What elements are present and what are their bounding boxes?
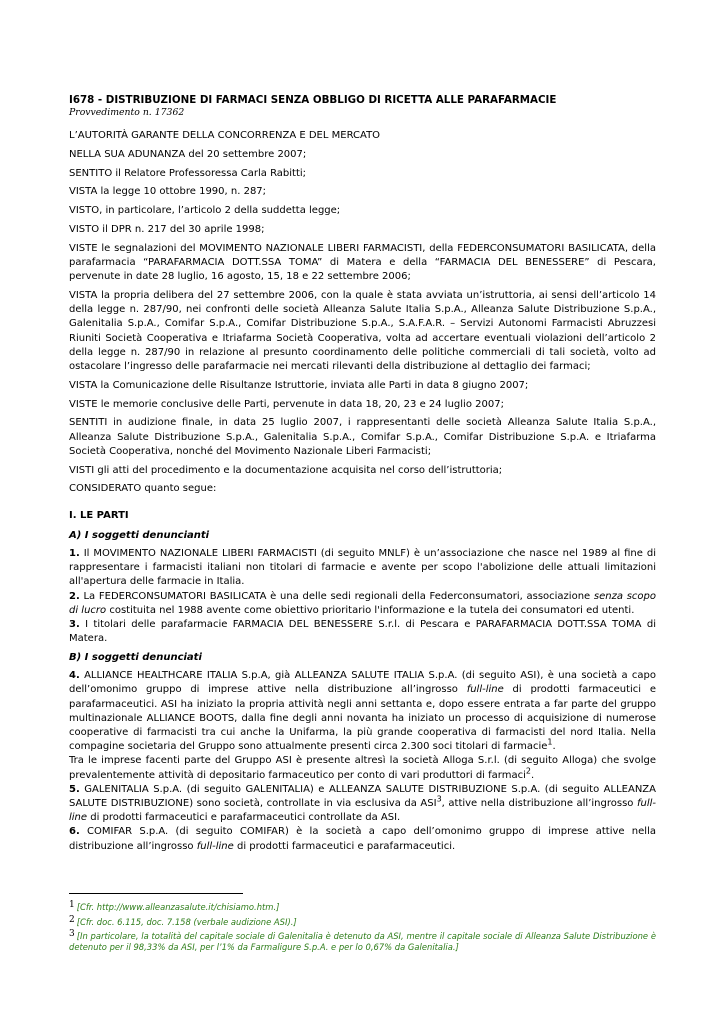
footnote-ref[interactable]: 3 xyxy=(436,794,442,804)
paragraph-text: La FEDERCONSUMATORI BASILICATA è una delle sedi regionali della Federconsumatori, associazione xyxy=(83,590,591,602)
italic-text: senza scopo di lucro xyxy=(69,590,656,616)
paragraph-number: 4. xyxy=(69,670,80,682)
document-page xyxy=(69,94,656,854)
paragraph-text: di prodotti farmaceutici e parafarmaceutici. ASI ha iniziato la propria attività negli anni settanta e, dopo essere entrata a far parte del gruppo multinazionale ALLIANCE BOOTS, dalla fine degli anni novanta ha iniziato un processo di acquisizione di numerose cooperative di farmacisti tra cui anche la Unifarma, la più grande cooperativa di farmacisti del nord Italia. Nella compagine societaria del Gruppo sono attualmente presenti circa 2.300 soci titolari di farmacie xyxy=(69,684,656,753)
footnote-text: [Cfr. doc. 6.115, doc. 7.158 (verbale audizione ASI).] xyxy=(76,916,297,927)
footnotes xyxy=(69,900,656,954)
paragraph-text: GALENITALIA S.p.A. (di seguito GALENITALIA) e ALLEANZA SALUTE DISTRIBUZIONE S.p.A. (di seguito ALLEANZA SALUTE DISTRIBUZIONE) sono società, controllate in via esclusiva da ASI xyxy=(69,783,656,810)
paragraph-text: di prodotti farmaceutici e parafarmaceutici controllate da ASI. xyxy=(90,812,401,824)
document-title: I678 - DISTRIBUZIONE DI FARMACI SENZA OBBLIGO DI RICETTA ALLE PARAFARMACIE xyxy=(69,94,557,106)
paragraph-text: COMIFAR S.p.A. (di seguito COMIFAR) è la società a capo dell’omonimo gruppo di imprese attive nella distribuzione all’ingrosso xyxy=(69,826,656,852)
footnote-3 xyxy=(69,929,656,952)
intro-paragraph: VISTA la propria delibera del 27 settembre 2006, con la quale è stata avviata un’istruttoria, ai sensi dell’articolo 14 della legge n. 287/90, nei confronti delle società Alleanza Salute Italia S.p.A., Alleanza Salute Distribuzione S.p.A., Galenitalia S.p.A., Comifar S.p.A., Comifar Distribuzione S.p.A., S.A.F.A.R. – Servizi Autonomi Farmacisti Abruzzesi Riuniti Società Cooperativa e Itriafarma Società Cooperativa, volta ad accertare eventuali violazioni dell’articolo 2 della legge n. 287/90 in relazione al presunto coordinamento delle politiche commerciali di tali società, volto ad ostacolare l’ingresso delle parafarmacie nei mercati rilevanti della distribuzione al dettaglio dei farmaci; xyxy=(69,289,656,372)
intro-paragraph: VISTA la legge 10 ottobre 1990, n. 287; xyxy=(69,186,267,198)
numbered-paragraph-5 xyxy=(69,783,656,826)
numbered-paragraph-3 xyxy=(69,618,656,646)
footnote-ref[interactable]: 2 xyxy=(525,766,531,776)
subsection-heading: B) I soggetti denunciati xyxy=(69,652,202,664)
footnote-text: [In particolare, la totalità del capitale sociale di Galenitalia è detenuto da ASI, mentre il capitale sociale di Alleanza Salute Distribuzione è detenuto per il 98,33% da ASI, per l’1% da Farmaligure S.p.A. e per lo 0,67% da Galenitalia.] xyxy=(69,931,656,952)
subsection-heading: A) I soggetti denuncianti xyxy=(69,529,210,541)
paragraph-number: 2. xyxy=(69,590,80,602)
footnote-separator xyxy=(69,893,243,894)
numbered-paragraph-1 xyxy=(69,547,656,590)
intro-paragraph: VISTO, in particolare, l’articolo 2 della suddetta legge; xyxy=(69,205,341,217)
paragraph-continuation: Tra le imprese facenti parte del Gruppo ASI è presente altresì la società Alloga S.r.l. (di seguito Alloga) che svolge prevalentemente attività di depositario farmaceutico per conto di vari produttori di farmaci$^2$. xyxy=(69,755,656,781)
footnote-text: [Cfr. http://www.alleanzasalute.it/chisiamo.htm.] xyxy=(76,902,280,912)
italic-text: full-line xyxy=(196,840,234,852)
numbered-paragraph-2 xyxy=(69,590,656,618)
paragraph-text: costituita nel 1988 avente come obiettivo prioritario l'informazione e la tutela dei consumatori ed utenti. xyxy=(109,604,635,616)
intro-paragraph: VISTO il DPR n. 217 del 30 aprile 1998; xyxy=(69,223,265,235)
intro-paragraph: VISTI gli atti del procedimento e la documentazione acquisita nel corso dell’istruttoria; xyxy=(69,464,503,476)
intro-paragraph: L’AUTORITÀ GARANTE DELLA CONCORRENZA E DEL MERCATO xyxy=(69,130,381,141)
paragraph-text: I titolari delle parafarmacie FARMACIA DEL BENESSERE S.r.l. di Pescara e PARAFARMACIA DOTT.SSA TOMA di Matera. xyxy=(69,619,656,645)
paragraph-number: 6. xyxy=(69,826,80,838)
paragraph-text: , attive nella distribuzione all’ingrosso xyxy=(441,798,634,810)
italic-text: full-line xyxy=(69,798,656,824)
section-heading: I. LE PARTI xyxy=(69,509,129,521)
paragraph-text: Tra le imprese facenti parte del Gruppo ASI è presente altresì la società Alloga S.r.l. (di seguito Alloga) che svolge prevalentemente attività di depositario farmaceutico per conto di vari produttori di farmaci xyxy=(69,755,656,781)
intro-paragraph: CONSIDERATO quanto segue: xyxy=(69,483,217,495)
footnote-number: 3 xyxy=(69,929,75,940)
footnote-ref[interactable]: 1 xyxy=(547,737,553,747)
intro-paragraph: VISTA la Comunicazione delle Risultanze Istruttorie, inviata alle Parti in data 8 giugno 2007; xyxy=(69,379,529,391)
paragraph-text: ALLIANCE HEALTHCARE ITALIA S.p.A, già ALLEANZA SALUTE ITALIA S.p.A. (di seguito ASI), è una società a capo dell’omonimo gruppo di imprese attive nella distribuzione all’ingrosso xyxy=(69,670,656,696)
footnote-number: 2 xyxy=(69,914,75,925)
intro-paragraph: SENTITI in audizione finale, in data 25 luglio 2007, i rappresentanti delle società Alleanza Salute Italia S.p.A., Alleanza Salute Distribuzione S.p.A., Galenitalia S.p.A., Comifar S.p.A., Comifar Distribuzione S.p.A. e Itriafarma Società Cooperativa, nonché del Movimento Nazionale Liberi Farmacisti; xyxy=(69,417,656,457)
paragraph-text: di prodotti farmaceutici e parafarmaceutici. xyxy=(236,840,456,852)
numbered-paragraph-4: 4. ALLIANCE HEALTHCARE ITALIA S.p.A, già ALLEANZA SALUTE ITALIA S.p.A. (di seguito ASI), è una società a capo dell’omonimo gruppo di imprese attive nella distribuzione all’ingrosso full-line di prodotti farmaceutici e parafarmaceutici. ASI ha iniziato la propria attività negli anni settanta e, dopo essere entrata a far parte del gruppo multinazionale ALLIANCE BOOTS, dalla fine degli anni novanta ha iniziato un processo di acquisizione di numerose cooperative di farmacisti tra cui anche la Unifarma, la più grande cooperativa di farmacisti del nord Italia. Nella compagine societaria del Gruppo sono attualmente presenti circa 2.300 soci titolari di farmacie$^1$. xyxy=(69,670,656,753)
intro-paragraph: VISTE le segnalazioni del MOVIMENTO NAZIONALE LIBERI FARMACISTI, della FEDERCONSUMATORI BASILICATA, della parafarmacia “PARAFARMACIA DOTT.SSA TOMA” di Matera e della “FARMACIA DEL BENESSERE” di Pescara, pervenute in date 28 luglio, 16 agosto, 15, 18 e 22 settembre 2006; xyxy=(69,242,656,283)
paragraph-number: 3. xyxy=(69,619,80,631)
numbered-paragraph-6 xyxy=(69,825,656,853)
italic-text: full-line xyxy=(466,684,504,696)
intro-paragraph: VISTE le memorie conclusive delle Parti, pervenute in data 18, 20, 23 e 24 luglio 2007; xyxy=(69,398,504,410)
intro-paragraph: NELLA SUA ADUNANZA del 20 settembre 2007; xyxy=(69,148,307,160)
footnote-number: 1 xyxy=(69,900,75,910)
footnote-1 xyxy=(69,900,656,913)
paragraph-number: 1. xyxy=(69,548,80,559)
intro-paragraph: SENTITO il Relatore Professoressa Carla Rabitti; xyxy=(69,167,307,179)
footnote-2 xyxy=(69,915,656,928)
paragraph-text: Il MOVIMENTO NAZIONALE LIBERI FARMACISTI (di seguito MNLF) è un’associazione che nasce nel 1989 al fine di rappresentare i farmacisti italiani non titolari di farmacie e avente per scopo l'abolizione delle attuali limitazioni all'apertura delle farmacie in Italia. xyxy=(69,548,656,588)
document-subtitle: Provvedimento n. 17362 xyxy=(69,107,185,118)
paragraph-number: 5. xyxy=(69,783,80,795)
